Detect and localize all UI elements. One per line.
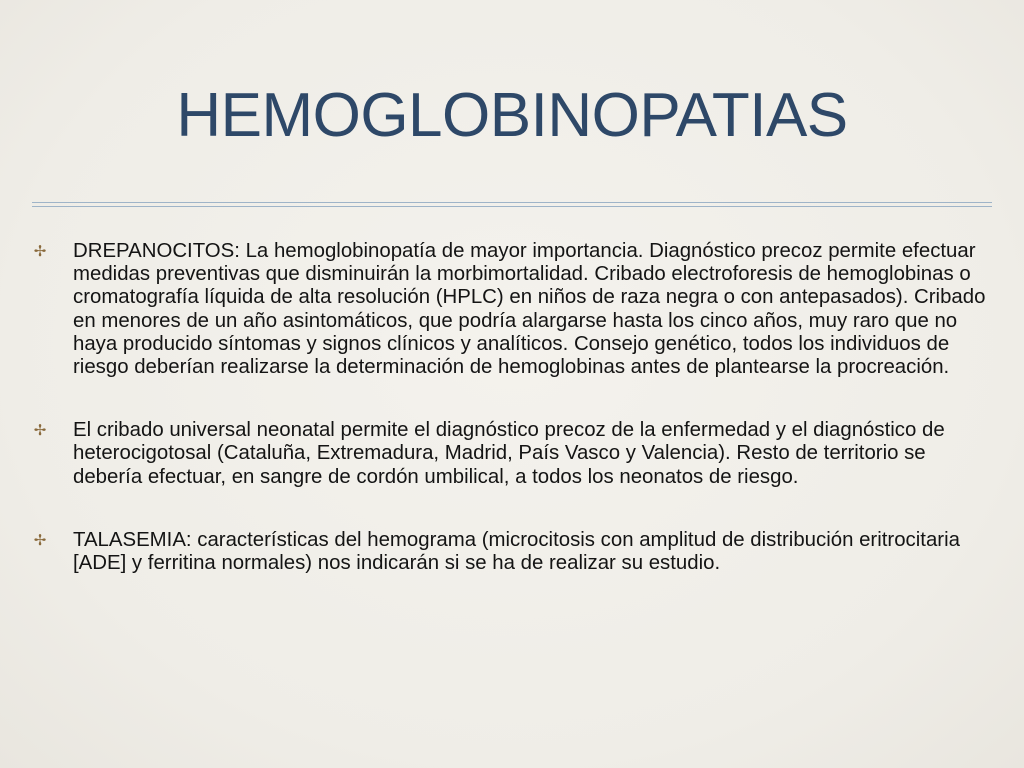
bullet-item-talasemia [32, 529, 987, 575]
slide-title: HEMOGLOBINOPATIAS [176, 81, 848, 150]
title-divider-top [32, 202, 992, 203]
fleuron-cross-icon: ✢ [33, 530, 47, 549]
fleuron-cross-icon: ✢ [33, 242, 47, 260]
bullet-text: El cribado universal neonatal permite el diagnóstico precoz de la enfermedad y el diagnóstico de heterocigotosal (Cataluña, Extremadura, Madrid, País Vasco y Valencia). Resto de territorio se debería efectuar, en sangre de cordón umbilical, a todos los neonatos de riesgo. [73, 419, 945, 488]
bullet-item-cribado [32, 419, 987, 489]
bullet-list [32, 240, 987, 615]
title-divider-bottom [32, 206, 992, 207]
bullet-item-drepanocitos [32, 240, 987, 379]
fleuron-cross-icon: ✢ [33, 421, 47, 440]
bullet-text: DREPANOCITOS: La hemoglobinopatía de mayor importancia. Diagnóstico precoz permite efectuar medidas preventivas que disminuirán la morbimortalidad. Cribado electroforesis de hemoglobinas o cromatografía líquida de alta resolución (HPLC) en niños de raza negra o con antepasados). Cribado en menores de un año asintomáticos, que podría alargarse hasta los cinco años, muy raro que no haya producido síntomas y signos clínicos y analíticos. Consejo genético, todos los individuos de riesgo deberían realizarse la determinación de hemoglobinas antes de plantearse la procreación. [73, 240, 986, 379]
bullet-text: TALASEMIA: características del hemograma (microcitosis con amplitud de distribución eritrocitaria [ADE] y ferritina normales) nos indicarán si se ha de realizar su estudio. [73, 528, 960, 575]
